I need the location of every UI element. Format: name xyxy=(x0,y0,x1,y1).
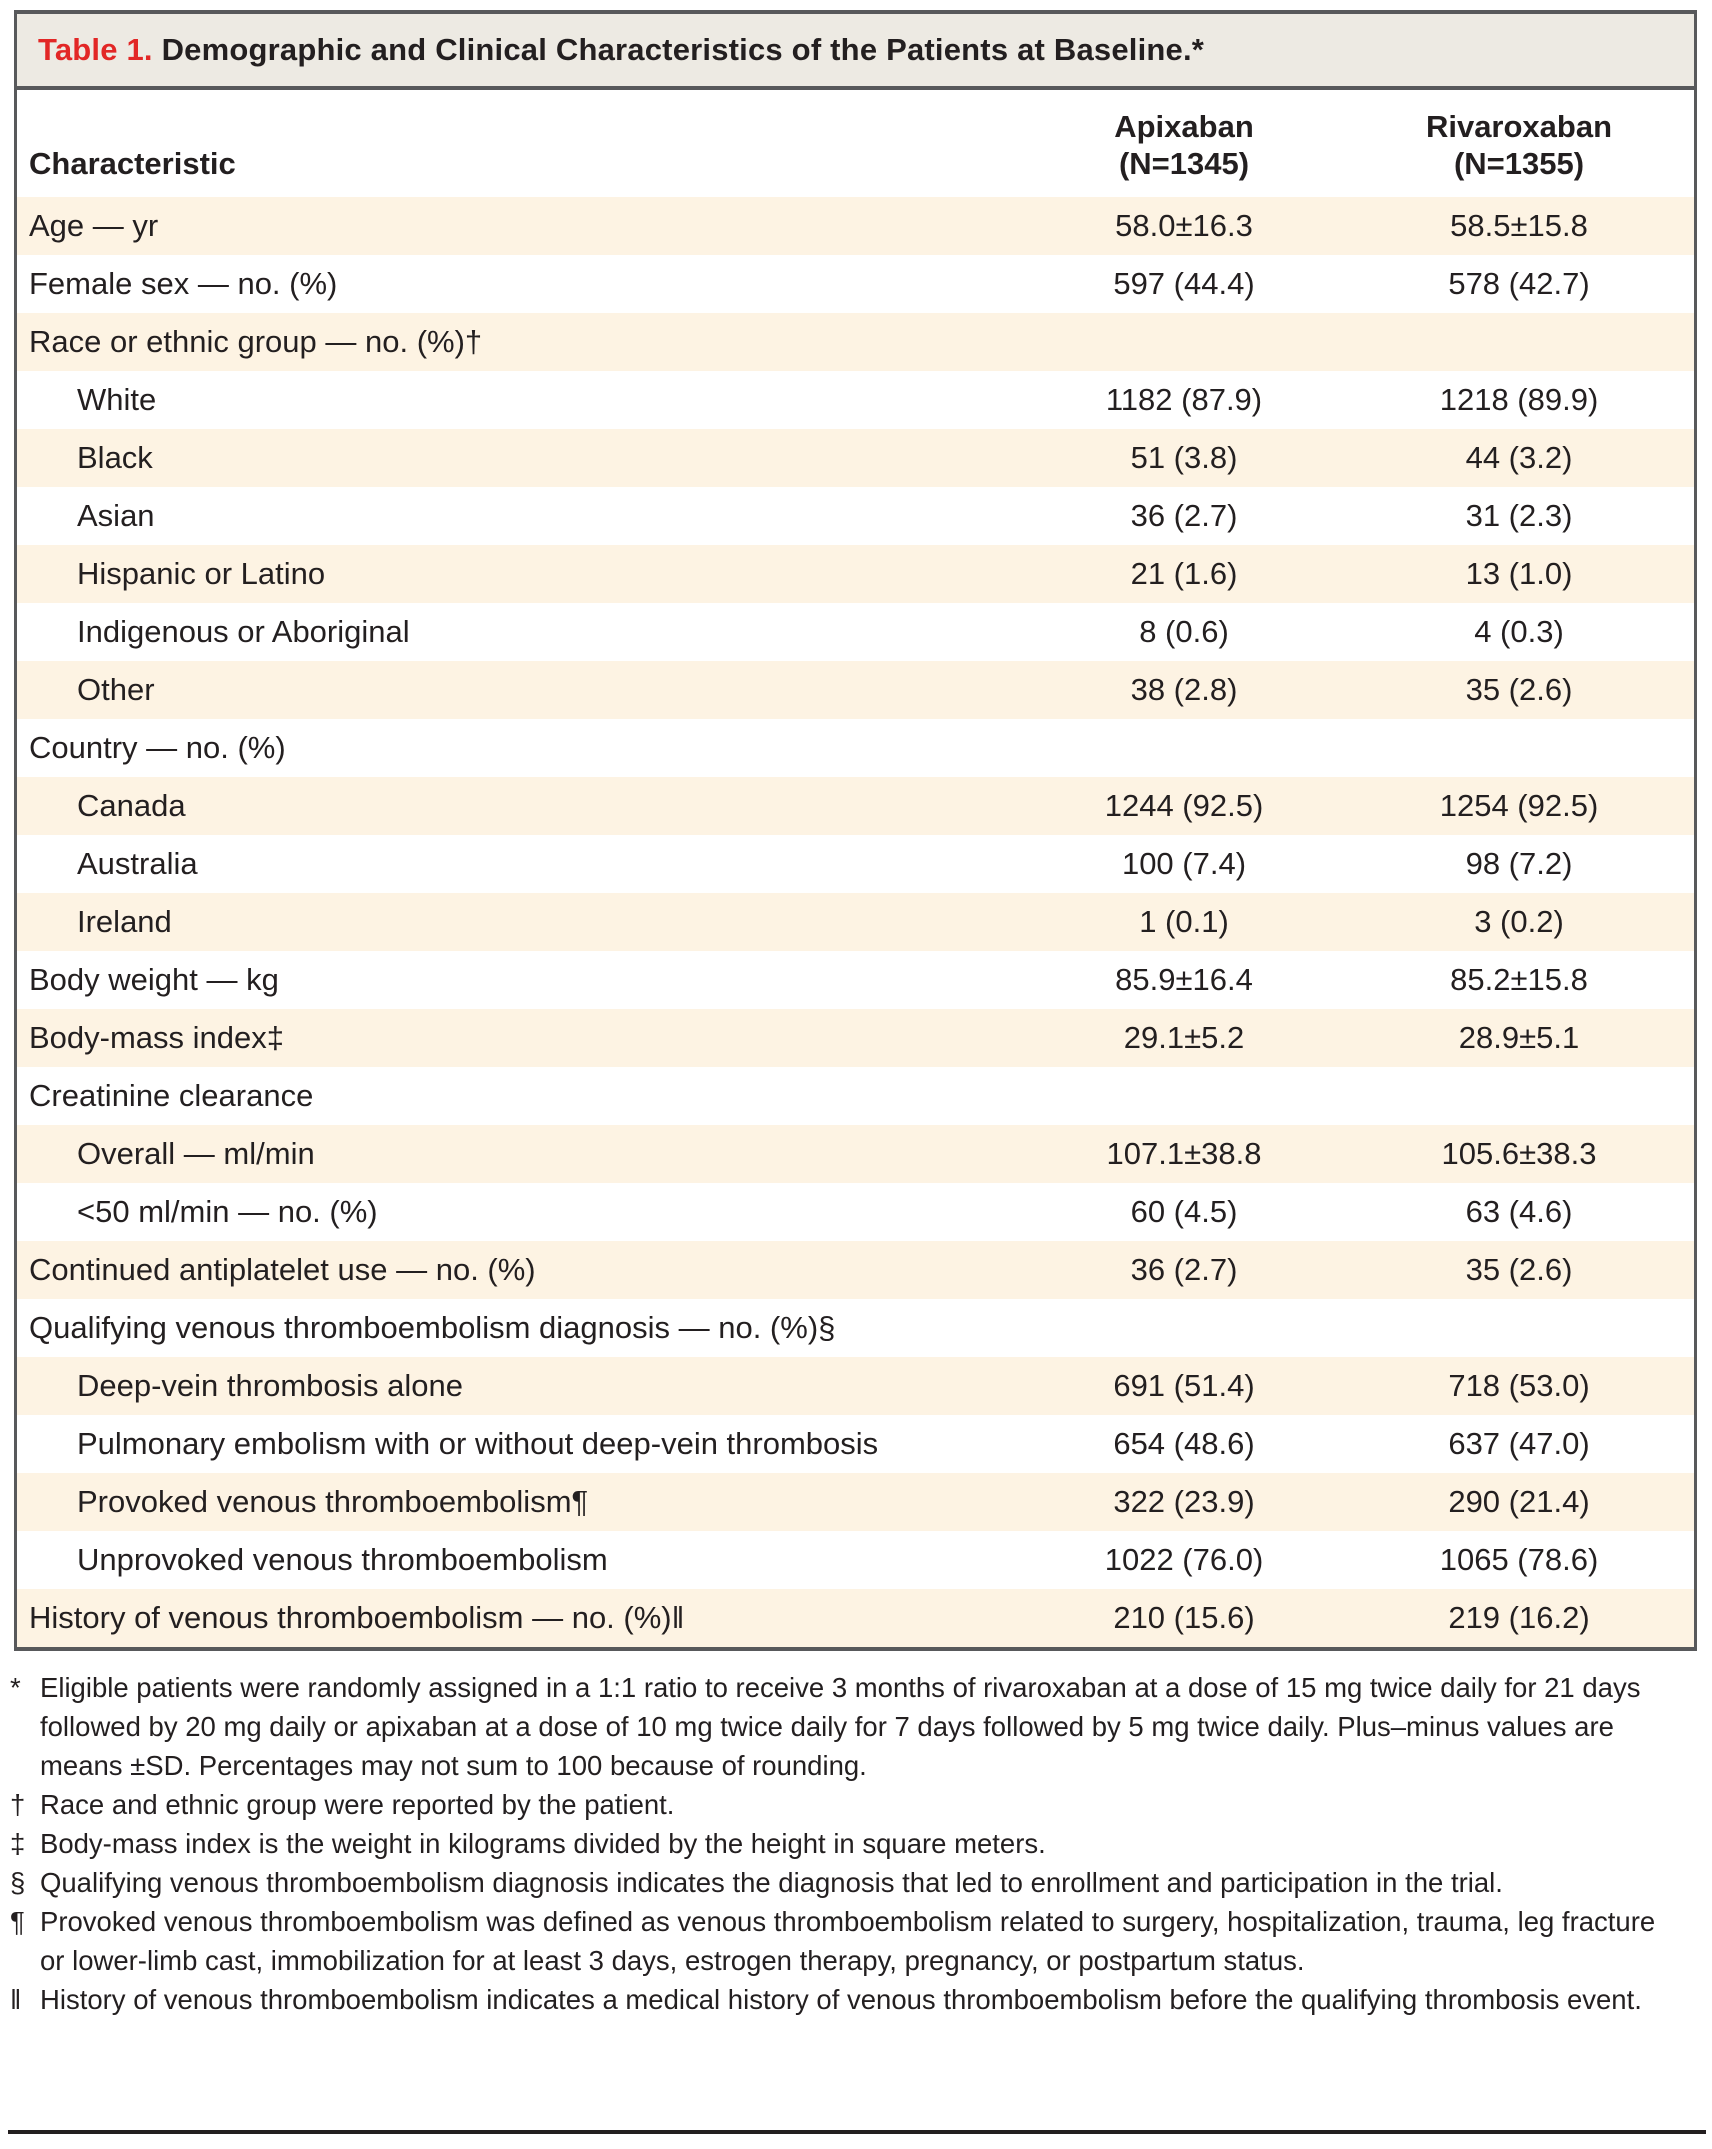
table-row xyxy=(17,1531,1694,1589)
apixaban-value: 691 (51.4) xyxy=(1113,1368,1255,1403)
apixaban-value: 51 (3.8) xyxy=(1130,440,1238,475)
rivaroxaban-value: 3 (0.2) xyxy=(1474,904,1564,939)
column-header-rivaroxaban xyxy=(1344,108,1694,182)
table-row xyxy=(17,313,1694,371)
rivaroxaban-value: 290 (21.4) xyxy=(1448,1484,1590,1519)
row-label: Continued antiplatelet use — no. (%) xyxy=(29,1252,536,1287)
row-label: Canada xyxy=(77,788,186,823)
bottom-rule xyxy=(8,2130,1706,2134)
row-label: Ireland xyxy=(77,904,172,939)
rivaroxaban-value: 637 (47.0) xyxy=(1448,1426,1590,1461)
rivaroxaban-value: 35 (2.6) xyxy=(1465,1252,1573,1287)
rivaroxaban-value: 578 (42.7) xyxy=(1448,266,1590,301)
footnote xyxy=(10,1863,1672,1902)
footnotes xyxy=(10,1668,1672,2019)
footnote-symbol: ¶ xyxy=(10,1906,25,1937)
table-row xyxy=(17,603,1694,661)
rivaroxaban-value: 28.9±5.1 xyxy=(1458,1020,1580,1055)
table-row xyxy=(17,1299,1694,1357)
apixaban-value: 1244 (92.5) xyxy=(1104,788,1264,823)
rivaroxaban-value: 105.6±38.3 xyxy=(1441,1136,1597,1171)
table-row xyxy=(17,1473,1694,1531)
row-label: White xyxy=(77,382,157,417)
column-header-characteristic: Characteristic xyxy=(29,146,236,181)
footnote-symbol: ‡ xyxy=(10,1828,26,1859)
column-header-rivaroxaban-name: Rivaroxaban xyxy=(1425,109,1613,144)
rivaroxaban-value: 58.5±15.8 xyxy=(1450,208,1588,243)
apixaban-value: 21 (1.6) xyxy=(1130,556,1238,591)
table-row xyxy=(17,777,1694,835)
table-row xyxy=(17,1125,1694,1183)
row-label: Deep-vein thrombosis alone xyxy=(77,1368,463,1403)
table-header-row xyxy=(17,90,1694,197)
rivaroxaban-value: 35 (2.6) xyxy=(1465,672,1573,707)
apixaban-value: 654 (48.6) xyxy=(1113,1426,1255,1461)
footnote xyxy=(10,1980,1672,2019)
table-row xyxy=(17,545,1694,603)
table-rows xyxy=(17,197,1694,1647)
rivaroxaban-value: 31 (2.3) xyxy=(1465,498,1573,533)
table-title: Demographic and Clinical Characteristics of the Patients at Baseline.* xyxy=(161,32,1205,67)
row-label: Creatinine clearance xyxy=(29,1078,314,1113)
apixaban-value: 100 (7.4) xyxy=(1121,846,1247,881)
footnote-symbol: † xyxy=(10,1789,26,1820)
row-label: Other xyxy=(77,672,155,707)
apixaban-value: 1022 (76.0) xyxy=(1104,1542,1264,1577)
footnote-text: Provoked venous thromboembolism was defined as venous thromboembolism related to surgery, hospitalization, trauma, leg fracture or lower-limb cast, immobilization for at least 3 days, estrogen therapy, pregnancy, or postpartum status. xyxy=(40,1906,1656,1976)
rivaroxaban-value: 1218 (89.9) xyxy=(1439,382,1599,417)
table1-frame xyxy=(14,10,1697,1651)
apixaban-value: 58.0±16.3 xyxy=(1115,208,1253,243)
apixaban-value: 85.9±16.4 xyxy=(1115,962,1253,997)
column-header-apixaban xyxy=(1024,108,1344,182)
table-row xyxy=(17,1589,1694,1647)
footnote-text: Qualifying venous thromboembolism diagnosis indicates the diagnosis that led to enrollment and participation in the trial. xyxy=(40,1867,1503,1898)
footnote-text: History of venous thromboembolism indicates a medical history of venous thromboembolism before the qualifying thrombosis event. xyxy=(40,1984,1642,2015)
apixaban-value: 597 (44.4) xyxy=(1113,266,1255,301)
footnote-text: Eligible patients were randomly assigned in a 1:1 ratio to receive 3 months of rivaroxaban at a dose of 15 mg twice daily for 21 days followed by 20 mg daily or apixaban at a dose of 10 mg twice daily for 7 days followed by 5 mg twice daily. Plus–minus values are means ±SD. Percentages may not sum to 100 because of rounding. xyxy=(40,1672,1641,1781)
footnote xyxy=(10,1668,1672,1785)
row-label: Race or ethnic group — no. (%)† xyxy=(29,324,483,359)
table-row xyxy=(17,429,1694,487)
row-label: Hispanic or Latino xyxy=(77,556,326,591)
row-label: Age — yr xyxy=(29,208,159,243)
table-row xyxy=(17,661,1694,719)
apixaban-value: 210 (15.6) xyxy=(1113,1600,1255,1635)
rivaroxaban-value: 1065 (78.6) xyxy=(1439,1542,1599,1577)
row-label: Australia xyxy=(77,846,198,881)
table-row xyxy=(17,1009,1694,1067)
apixaban-value: 8 (0.6) xyxy=(1139,614,1229,649)
table-row xyxy=(17,1241,1694,1299)
table-row xyxy=(17,371,1694,429)
table-number-text: Table 1. xyxy=(38,32,153,67)
table-row xyxy=(17,1357,1694,1415)
apixaban-value: 107.1±38.8 xyxy=(1106,1136,1262,1171)
rivaroxaban-value: 63 (4.6) xyxy=(1465,1194,1573,1229)
table-row xyxy=(17,1415,1694,1473)
apixaban-value: 1 (0.1) xyxy=(1139,904,1229,939)
table-row xyxy=(17,1067,1694,1125)
rivaroxaban-value: 1254 (92.5) xyxy=(1439,788,1599,823)
table-row xyxy=(17,893,1694,951)
apixaban-value: 60 (4.5) xyxy=(1130,1194,1238,1229)
footnote-text: Body-mass index is the weight in kilograms divided by the height in square meters. xyxy=(40,1828,1046,1859)
table-row xyxy=(17,1183,1694,1241)
row-label: Indigenous or Aboriginal xyxy=(77,614,410,649)
column-header-apixaban-n: (N=1345) xyxy=(1118,146,1250,181)
row-label: Pulmonary embolism with or without deep-vein thrombosis xyxy=(77,1426,879,1461)
row-label: Body weight — kg xyxy=(29,962,279,997)
apixaban-value: 36 (2.7) xyxy=(1130,1252,1238,1287)
rivaroxaban-value: 718 (53.0) xyxy=(1448,1368,1590,1403)
footnote-symbol: ‖ xyxy=(10,1984,22,2015)
apixaban-value: 38 (2.8) xyxy=(1130,672,1238,707)
table-body xyxy=(17,90,1694,1647)
row-label: Qualifying venous thromboembolism diagnosis — no. (%)§ xyxy=(29,1310,836,1345)
footnote-symbol: § xyxy=(10,1867,26,1898)
row-label: History of venous thromboembolism — no. (%)‖ xyxy=(29,1600,685,1635)
table-number-label xyxy=(38,32,162,68)
footnote xyxy=(10,1785,1672,1824)
apixaban-value: 1182 (87.9) xyxy=(1105,382,1263,417)
footnote-text: Race and ethnic group were reported by the patient. xyxy=(40,1789,675,1820)
row-label: Overall — ml/min xyxy=(77,1136,315,1171)
rivaroxaban-value: 85.2±15.8 xyxy=(1450,962,1588,997)
row-label: Provoked venous thromboembolism¶ xyxy=(77,1484,589,1519)
footnote xyxy=(10,1902,1672,1980)
apixaban-value: 29.1±5.2 xyxy=(1123,1020,1245,1055)
footnote xyxy=(10,1824,1672,1863)
rivaroxaban-value: 98 (7.2) xyxy=(1465,846,1573,881)
rivaroxaban-value: 219 (16.2) xyxy=(1448,1600,1590,1635)
table-row xyxy=(17,951,1694,1009)
table-row xyxy=(17,835,1694,893)
table-row xyxy=(17,487,1694,545)
table-row xyxy=(17,197,1694,255)
row-label: <50 ml/min — no. (%) xyxy=(77,1194,378,1229)
table-title-bar xyxy=(17,14,1694,90)
row-label: Black xyxy=(77,440,153,475)
rivaroxaban-value: 13 (1.0) xyxy=(1465,556,1573,591)
apixaban-value: 322 (23.9) xyxy=(1113,1484,1255,1519)
row-label: Unprovoked venous thromboembolism xyxy=(77,1542,608,1577)
row-label: Country — no. (%) xyxy=(29,730,286,765)
apixaban-value: 36 (2.7) xyxy=(1130,498,1238,533)
row-label: Body-mass index‡ xyxy=(29,1020,285,1055)
rivaroxaban-value: 44 (3.2) xyxy=(1465,440,1573,475)
table-row xyxy=(17,719,1694,777)
table-row xyxy=(17,255,1694,313)
row-label: Asian xyxy=(77,498,155,533)
footnote-symbol: * xyxy=(10,1672,21,1703)
rivaroxaban-value: 4 (0.3) xyxy=(1474,614,1564,649)
column-header-apixaban-name: Apixaban xyxy=(1114,109,1254,144)
column-header-rivaroxaban-n: (N=1355) xyxy=(1453,146,1585,181)
row-label: Female sex — no. (%) xyxy=(29,266,338,301)
